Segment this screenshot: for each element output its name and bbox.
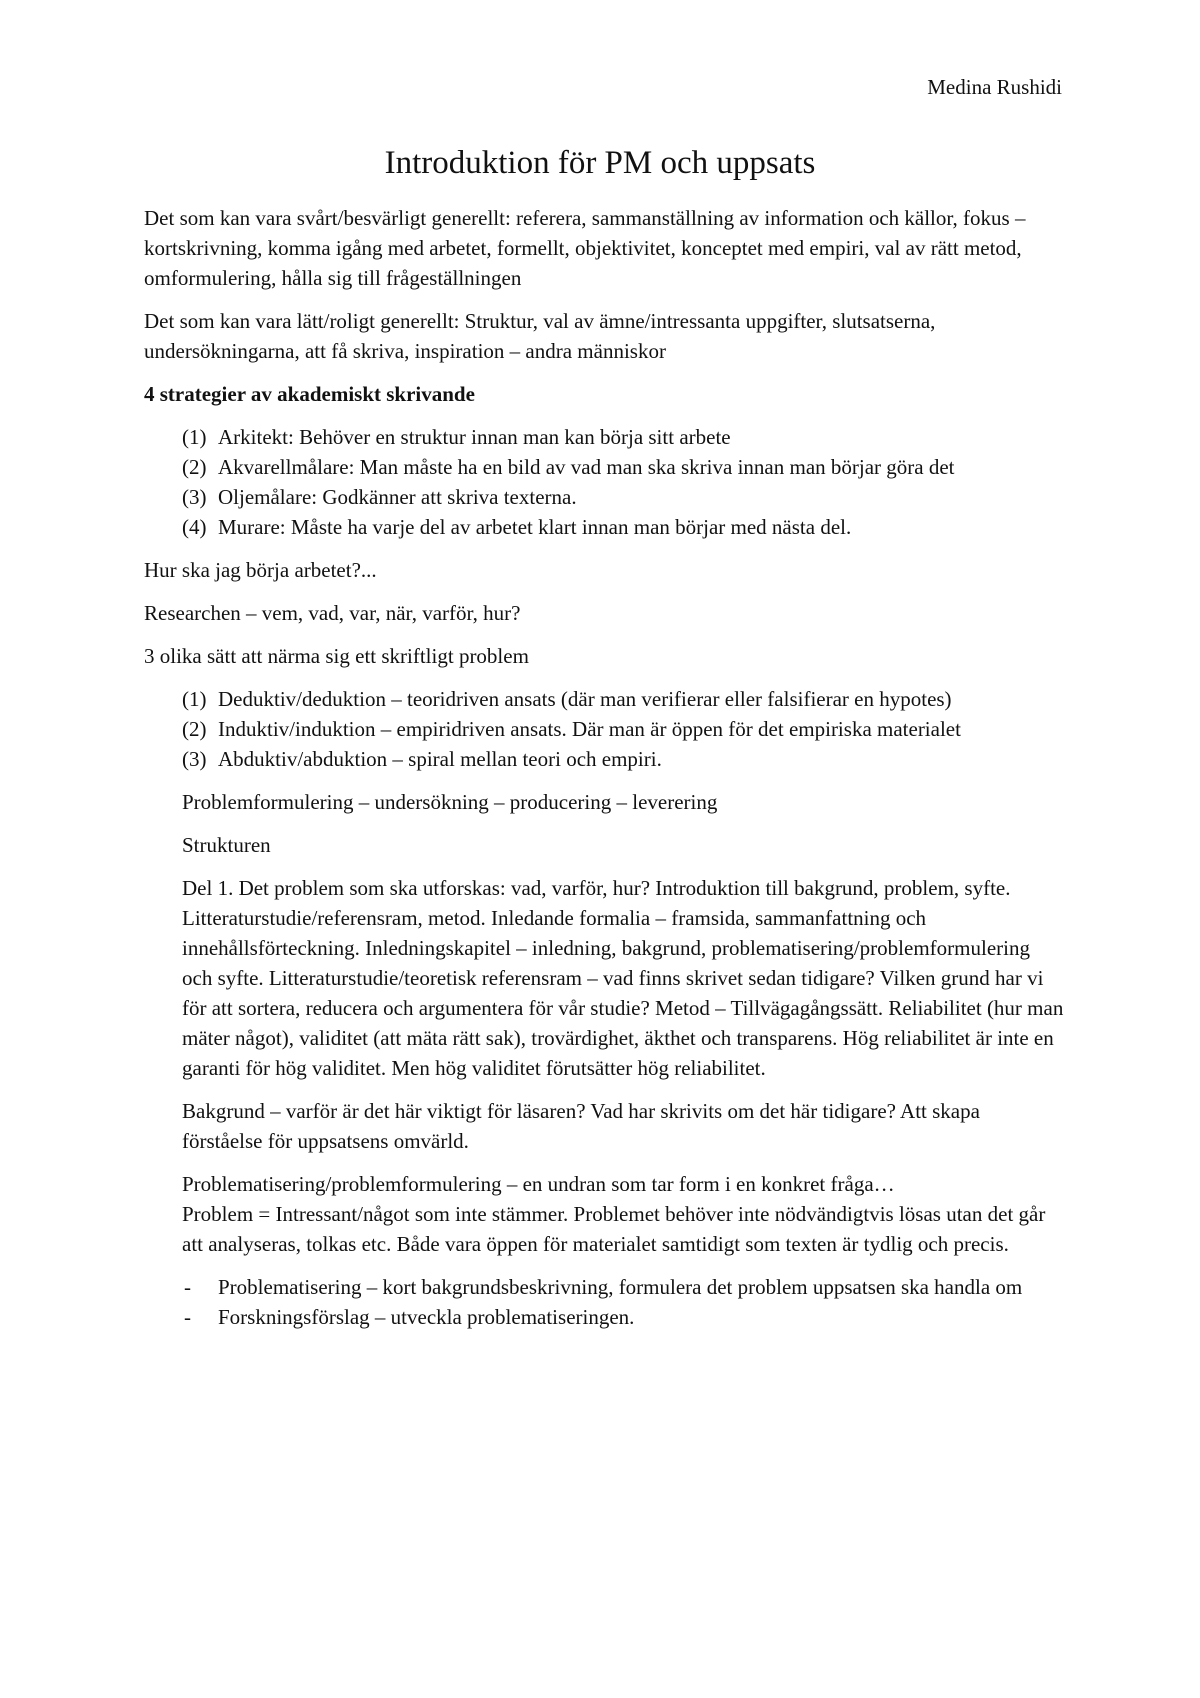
list-number: (2) <box>182 455 207 479</box>
list-item <box>144 452 1064 482</box>
list-item-text: Oljemålare: Godkänner att skriva texterna. <box>218 485 577 509</box>
approaches-list <box>144 684 1064 774</box>
paragraph-how-start: Hur ska jag börja arbetet?... <box>144 558 377 582</box>
list-number: (1) <box>182 687 207 711</box>
dash-bullet: - <box>184 1275 191 1299</box>
document-title: Introduktion för PM och uppsats <box>384 145 816 181</box>
list-item-text: Induktiv/induktion – empiridriven ansats. Där man är öppen för det empiriska materialet <box>218 717 961 741</box>
list-item-text: Akvarellmålare: Man måste ha en bild av vad man ska skriva innan man börjar göra det <box>218 455 955 479</box>
list-number: (4) <box>182 515 207 539</box>
list-item <box>144 1302 1064 1332</box>
list-number: (2) <box>182 717 207 741</box>
dash-list <box>144 1272 1064 1332</box>
list-item <box>144 1272 1064 1302</box>
strategies-heading: 4 strategier av akademiskt skrivande <box>144 382 475 406</box>
list-item-text: Deduktiv/deduktion – teoridriven ansats (där man verifierar eller falsifierar en hypotes) <box>218 687 952 711</box>
list-item <box>144 482 1064 512</box>
approaches-heading: 3 olika sätt att närma sig ett skriftligt problem <box>144 644 529 668</box>
list-item <box>144 422 1064 452</box>
list-item-text: Murare: Måste ha varje del av arbetet klart innan man börjar med nästa del. <box>218 515 852 539</box>
paragraph-background: Bakgrund – varför är det här viktigt för läsaren? Vad har skrivits om det här tidigare? Att skapa förståelse för uppsatsens omvärld. <box>182 1099 980 1153</box>
paragraph-research: Researchen – vem, vad, var, när, varför, hur? <box>144 601 521 625</box>
dash-bullet: - <box>184 1305 191 1329</box>
paragraph-part1: Del 1. Det problem som ska utforskas: vad, varför, hur? Introduktion till bakgrund, problem, syfte. Litteraturstudie/referensram, metod. Inledande formalia – framsida, sammanfattning och innehållsförteckning. Inledningskapitel – inledning, bakgrund, problematisering/problemformulering och syfte. Litteraturstudie/teoretisk referensram – vad finns skrivet sedan tidigare? Vilken grund har vi för att sortera, reducera och argumentera för vår studie? Metod – Tillvägagångssätt. Reliabilitet (hur man mäter något), validitet (att mäta rätt sak), trovärdighet, äkthet och transparens. Hög reliabilitet är inte en garanti för hög validitet. Men hög validitet förutsätter hög reliabilitet. <box>182 876 1064 1080</box>
paragraph-process: Problemformulering – undersökning – producering – leverering <box>182 790 718 814</box>
strategies-list <box>144 422 1064 542</box>
list-item-text: Arkitekt: Behöver en struktur innan man kan börja sitt arbete <box>218 425 731 449</box>
list-item-text: Problematisering – kort bakgrundsbeskrivning, formulera det problem uppsatsen ska handla om <box>218 1275 1023 1299</box>
indented-section <box>144 787 1064 1259</box>
problematization-line-2: Problem = Intressant/något som inte stämmer. Problemet behöver inte nödvändigtvis lösas utan det går att analyseras, tolkas etc. Både vara öppen för materialet samtidigt som texten är tydlig och precis. <box>182 1202 1046 1256</box>
structure-heading: Strukturen <box>182 833 271 857</box>
list-number: (3) <box>182 485 207 509</box>
list-item-text: Forskningsförslag – utveckla problematiseringen. <box>218 1305 635 1329</box>
list-number: (3) <box>182 747 207 771</box>
problematization-line-1: Problematisering/problemformulering – en undran som tar form i en konkret fråga… <box>182 1172 895 1196</box>
list-item-text: Abduktiv/abduktion – spiral mellan teori och empiri. <box>218 747 662 771</box>
paragraph-problematization <box>182 1169 1064 1259</box>
list-number: (1) <box>182 425 207 449</box>
list-item <box>144 714 1064 744</box>
list-item <box>144 684 1064 714</box>
list-item <box>144 744 1064 774</box>
author-name: Medina Rushidi <box>927 75 1062 99</box>
paragraph-difficulties: Det som kan vara svårt/besvärligt generellt: referera, sammanställning av information och källor, fokus – kortskrivning, komma igång med arbetet, formellt, objektivitet, konceptet med empiri, val av rätt metod, omformulering, hålla sig till frågeställningen <box>144 206 1026 290</box>
paragraph-easy-parts: Det som kan vara lätt/roligt generellt: Struktur, val av ämne/intressanta uppgifter, slutsatserna, undersökningarna, att få skriva, inspiration – andra människor <box>144 309 936 363</box>
document-body <box>144 203 1064 1345</box>
list-item <box>144 512 1064 542</box>
